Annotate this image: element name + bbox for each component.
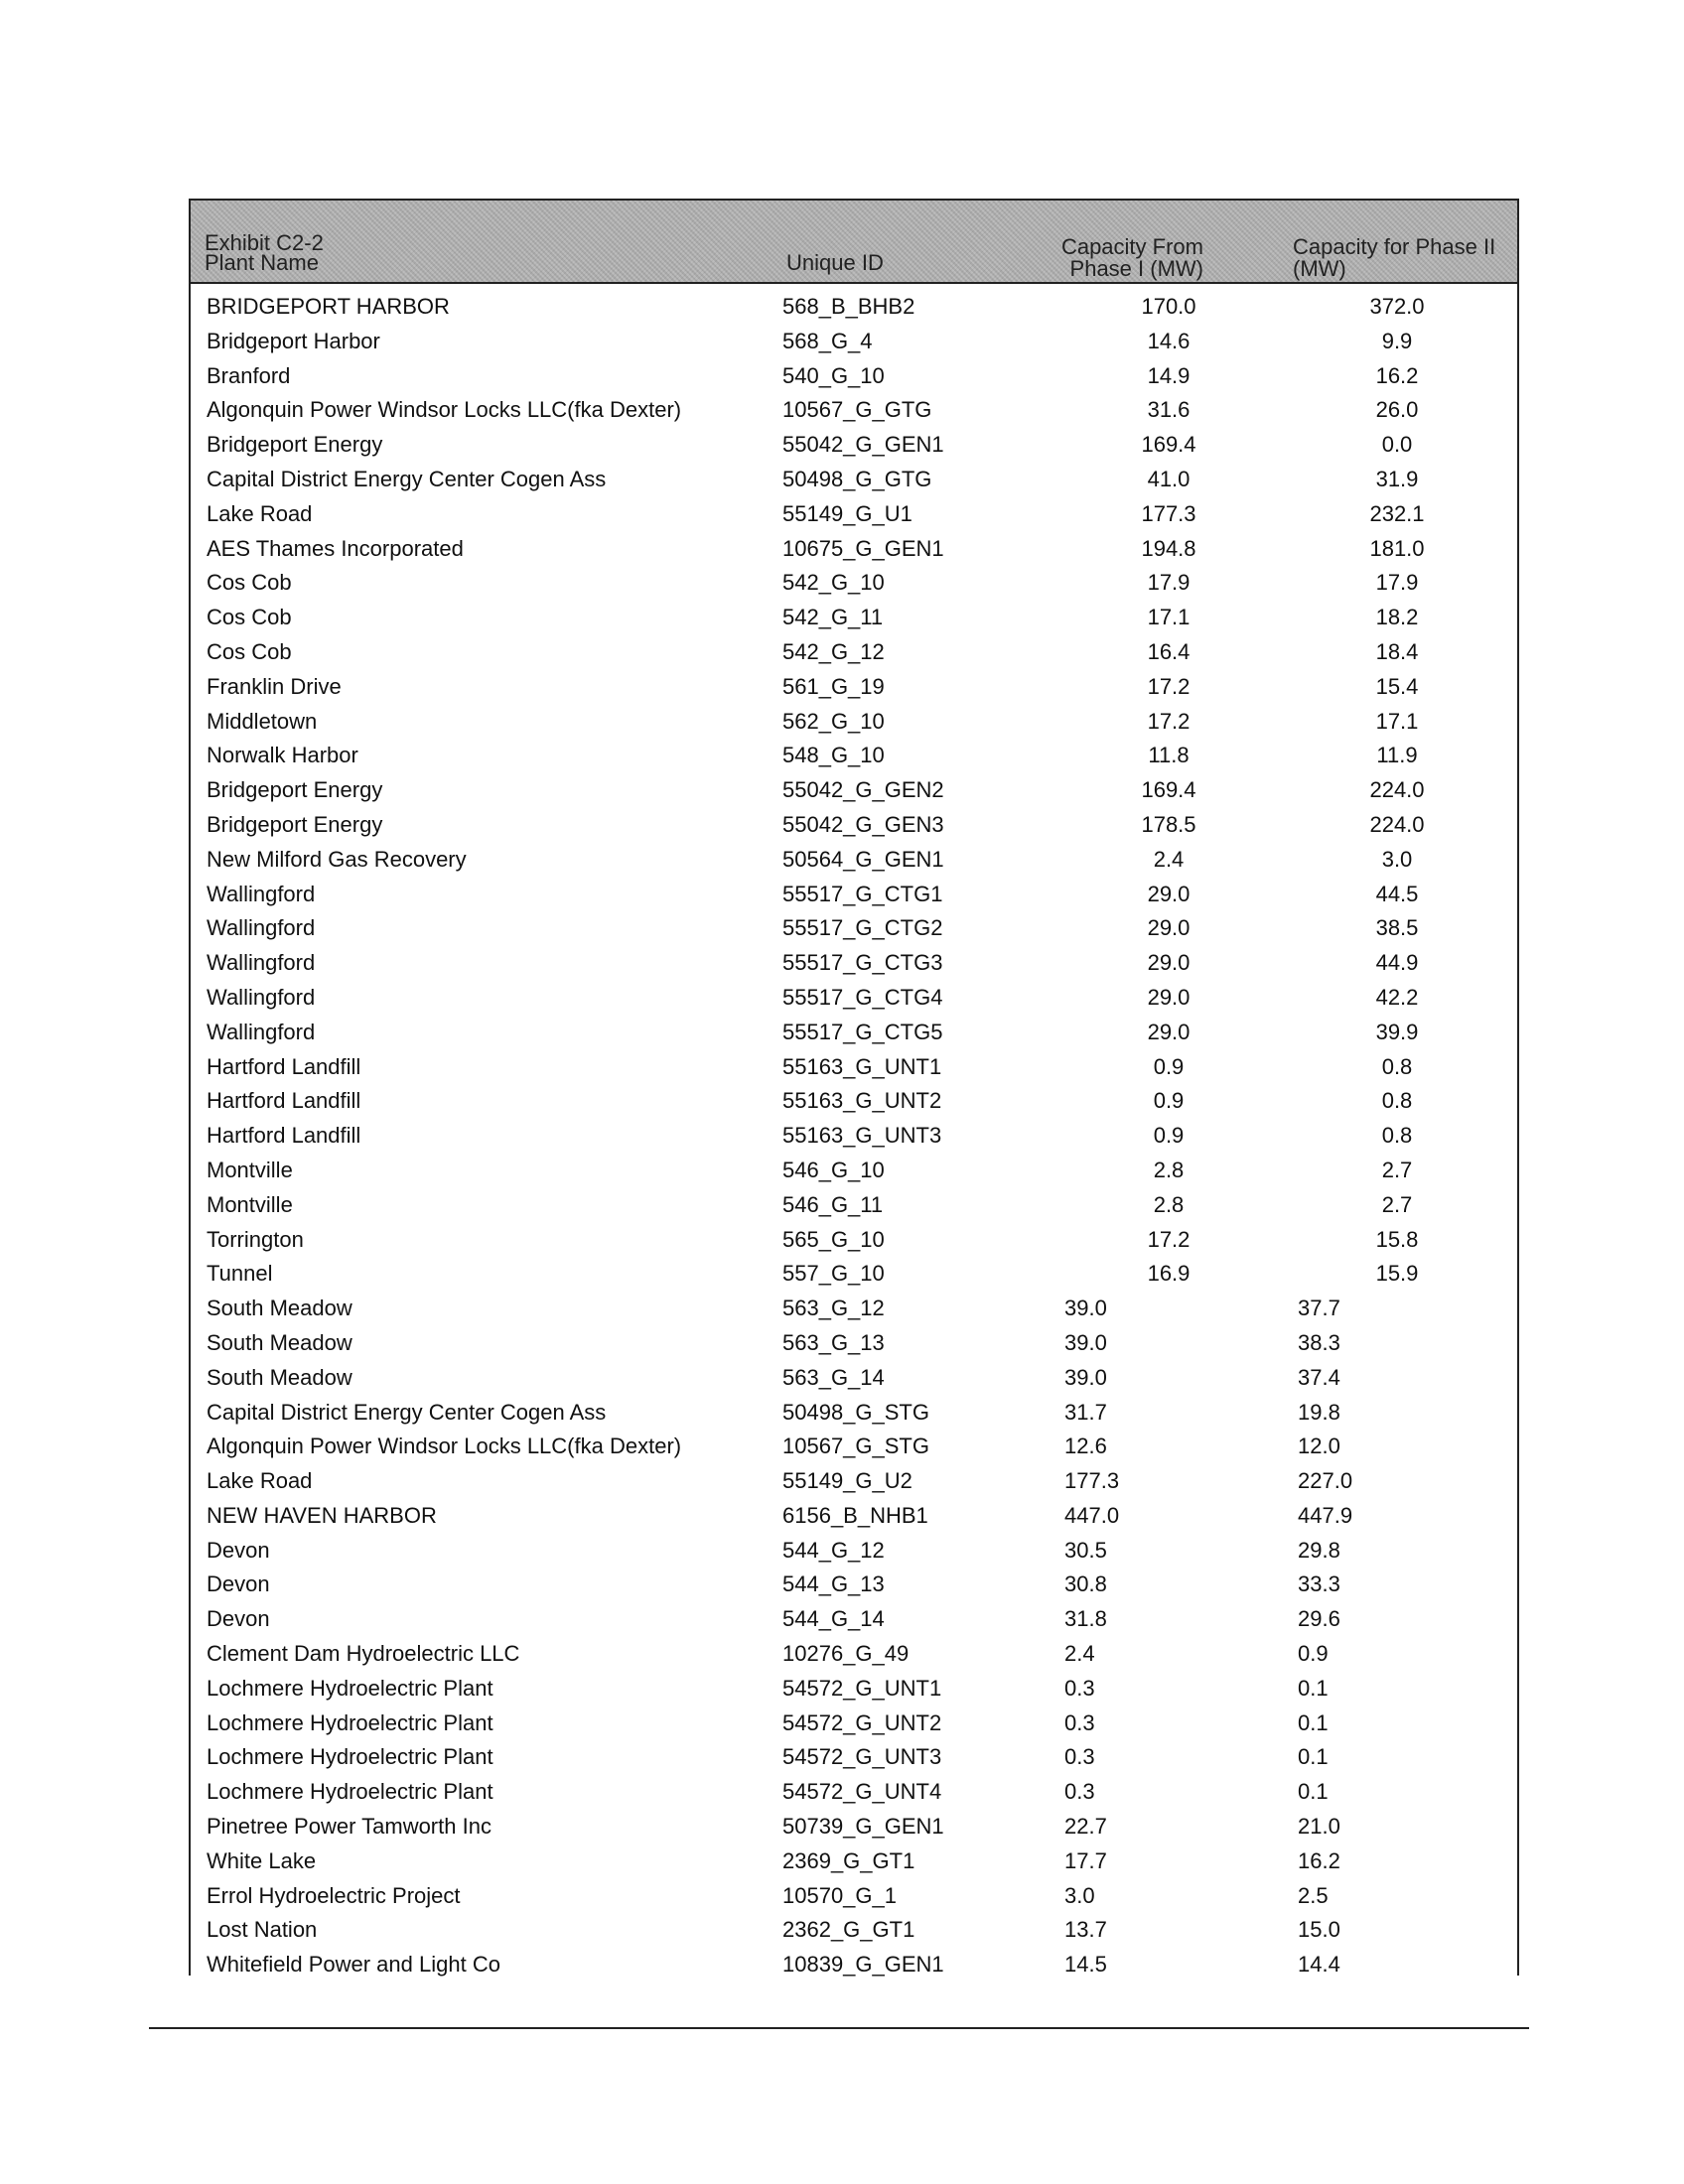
capacity-phase1-cell: 30.8	[1064, 1571, 1107, 1597]
unique-id-cell: 563_G_13	[782, 1329, 885, 1355]
capacity-phase2-cell: 447.9	[1298, 1502, 1353, 1528]
capacity-phase1-cell: 29.0	[1147, 1019, 1191, 1044]
unique-id-cell: 562_G_10	[782, 708, 885, 734]
table-row	[191, 1154, 1517, 1188]
capacity-phase2-cell: 31.9	[1375, 466, 1419, 491]
unique-id-cell: 50498_G_GTG	[782, 466, 932, 491]
unique-id-cell: 54572_G_UNT2	[782, 1709, 942, 1735]
plant-name-cell: Cos Cob	[207, 570, 292, 596]
capacity-phase1-cell: 178.5	[1141, 811, 1196, 837]
plant-name-cell: Capital District Energy Center Cogen Ass	[207, 1399, 607, 1425]
capacity-phase2-cell: 15.9	[1375, 1261, 1419, 1287]
capacity-phase2-cell: 38.3	[1298, 1329, 1340, 1355]
table-row	[191, 1948, 1517, 1982]
plant-name-cell: Lochmere Hydroelectric Plant	[207, 1675, 493, 1701]
capacity-phase2-cell: 2.5	[1298, 1882, 1329, 1908]
table-row	[191, 843, 1517, 878]
capacity-phase2-cell: 0.9	[1298, 1641, 1329, 1667]
capacity-phase2-cell: 14.4	[1298, 1952, 1340, 1978]
unique-id-cell: 54572_G_UNT4	[782, 1779, 942, 1805]
table-row	[191, 773, 1517, 808]
plant-name-cell: Bridgeport Harbor	[207, 328, 380, 353]
table-row	[191, 1775, 1517, 1810]
capacity-phase2-cell: 44.9	[1375, 950, 1419, 976]
unique-id-cell: 55517_G_CTG4	[782, 984, 943, 1010]
unique-id-cell: 542_G_12	[782, 638, 885, 664]
table-row	[191, 1602, 1517, 1637]
capacity-phase2-cell: 17.1	[1375, 708, 1419, 734]
plant-name-cell: Pinetree Power Tamworth Inc	[207, 1814, 491, 1840]
capacity-phase1-cell: 30.5	[1064, 1537, 1107, 1563]
capacity-phase2-cell: 18.2	[1375, 605, 1419, 630]
capacity-phase1-cell: 0.3	[1064, 1675, 1095, 1701]
capacity-phase2-cell: 17.9	[1375, 570, 1419, 596]
plant-name-cell: Bridgeport Energy	[207, 811, 383, 837]
capacity-phase1-cell: 41.0	[1147, 466, 1191, 491]
unique-id-cell: 6156_B_NHB1	[782, 1502, 928, 1528]
plant-name-cell: New Milford Gas Recovery	[207, 846, 467, 872]
unique-id-cell: 55163_G_UNT1	[782, 1053, 942, 1079]
capacity-phase2-cell: 16.2	[1298, 1847, 1340, 1873]
table-row	[191, 1292, 1517, 1326]
table-row	[191, 1257, 1517, 1292]
plant-name-cell: South Meadow	[207, 1296, 352, 1321]
table-body	[191, 290, 1517, 1982]
unique-id-cell: 10567_G_GTG	[782, 397, 932, 423]
capacity-phase1-cell: 0.3	[1064, 1709, 1095, 1735]
capacity-phase1-cell: 0.9	[1153, 1088, 1185, 1114]
unique-id-cell: 542_G_10	[782, 570, 885, 596]
capacity-phase1-cell: 17.1	[1147, 605, 1191, 630]
plant-name-cell: Middletown	[207, 708, 318, 734]
capacity-phase2-cell: 3.0	[1381, 846, 1413, 872]
plant-name-cell: Wallingford	[207, 915, 316, 941]
table-row	[191, 428, 1517, 463]
capacity-phase2-cell: 26.0	[1375, 397, 1419, 423]
table-row	[191, 1568, 1517, 1602]
capacity-phase2-cell: 15.0	[1298, 1917, 1340, 1943]
plant-name-cell: Errol Hydroelectric Project	[207, 1882, 461, 1908]
plant-name-cell: AES Thames Incorporated	[207, 535, 464, 561]
table-row	[191, 1740, 1517, 1775]
capacity-phase2-cell: 181.0	[1369, 535, 1425, 561]
table-row	[191, 497, 1517, 532]
unique-id-cell: 55042_G_GEN2	[782, 777, 944, 803]
table-row	[191, 1430, 1517, 1464]
capacity-phase2-cell: 2.7	[1381, 1191, 1413, 1217]
capacity-phase1-cell: 31.7	[1064, 1399, 1107, 1425]
plant-name-cell: Lochmere Hydroelectric Plant	[207, 1779, 493, 1805]
plant-name-cell: Bridgeport Energy	[207, 777, 383, 803]
capacity-phase1-cell: 12.6	[1064, 1433, 1107, 1459]
capacity-phase1-cell: 13.7	[1064, 1917, 1107, 1943]
capacity-table	[189, 199, 1519, 1976]
plant-name-cell: Hartford Landfill	[207, 1053, 361, 1079]
unique-id-cell: 568_B_BHB2	[782, 294, 915, 319]
capacity-phase1-cell: 170.0	[1141, 294, 1196, 319]
exhibit-title: Exhibit C2-2	[205, 230, 324, 255]
capacity-phase1-cell: 31.8	[1064, 1606, 1107, 1632]
table-row	[191, 635, 1517, 670]
capacity-phase2-cell: 29.8	[1298, 1537, 1340, 1563]
plant-name-cell: Branford	[207, 362, 291, 388]
footer-divider	[149, 2027, 1529, 2029]
capacity-phase1-cell: 0.9	[1153, 1053, 1185, 1079]
table-row	[191, 463, 1517, 497]
plant-name-cell: White Lake	[207, 1847, 317, 1873]
table-row	[191, 1188, 1517, 1223]
plant-name-cell: Clement Dam Hydroelectric LLC	[207, 1641, 520, 1667]
capacity-phase2-cell: 0.1	[1298, 1744, 1329, 1770]
capacity-phase1-cell: 11.8	[1148, 743, 1190, 768]
capacity-phase1-cell: 22.7	[1064, 1814, 1107, 1840]
table-row	[191, 1084, 1517, 1119]
unique-id-cell: 548_G_10	[782, 743, 885, 768]
unique-id-cell: 546_G_10	[782, 1157, 885, 1182]
unique-id-cell: 540_G_10	[782, 362, 885, 388]
table-row	[191, 808, 1517, 843]
table-row	[191, 1706, 1517, 1741]
table-row	[191, 1499, 1517, 1534]
unique-id-cell: 55042_G_GEN1	[782, 432, 944, 458]
capacity-phase1-cell: 39.0	[1064, 1329, 1107, 1355]
table-row	[191, 1637, 1517, 1672]
plant-name-cell: Lake Road	[207, 1468, 313, 1494]
unique-id-cell: 2369_G_GT1	[782, 1847, 915, 1873]
table-row	[191, 1119, 1517, 1154]
unique-id-cell: 544_G_13	[782, 1571, 885, 1597]
plant-name-cell: BRIDGEPORT HARBOR	[207, 294, 450, 319]
table-row	[191, 1810, 1517, 1844]
plant-name-cell: Devon	[207, 1537, 270, 1563]
capacity-phase1-cell: 29.0	[1147, 984, 1191, 1010]
capacity-phase1-cell: 16.9	[1147, 1261, 1191, 1287]
capacity-phase2-cell: 15.4	[1375, 673, 1419, 699]
capacity-phase1-cell: 0.3	[1064, 1779, 1095, 1805]
plant-name-cell: NEW HAVEN HARBOR	[207, 1502, 437, 1528]
unique-id-cell: 54572_G_UNT3	[782, 1744, 942, 1770]
capacity-phase1-cell: 0.9	[1153, 1123, 1185, 1149]
capacity-phase1-cell: 169.4	[1141, 777, 1196, 803]
table-row	[191, 1913, 1517, 1948]
capacity-phase2-cell: 232.1	[1369, 500, 1425, 526]
capacity-phase1-cell: 29.0	[1147, 881, 1191, 906]
unique-id-cell: 55163_G_UNT2	[782, 1088, 942, 1114]
capacity-phase1-cell: 31.6	[1147, 397, 1191, 423]
plant-name-cell: Lost Nation	[207, 1917, 318, 1943]
table-row	[191, 1844, 1517, 1879]
unique-id-cell: 546_G_11	[782, 1191, 884, 1217]
unique-id-cell: 2362_G_GT1	[782, 1917, 915, 1943]
capacity-phase1-cell: 39.0	[1064, 1296, 1107, 1321]
capacity-phase2-cell: 0.1	[1298, 1709, 1329, 1735]
capacity-phase1-cell: 17.9	[1147, 570, 1191, 596]
table-row	[191, 705, 1517, 740]
plant-name-cell: Tunnel	[207, 1261, 273, 1287]
plant-name-cell: Montville	[207, 1191, 293, 1217]
table-row	[191, 325, 1517, 359]
unique-id-cell: 55517_G_CTG2	[782, 915, 943, 941]
table-row	[191, 1361, 1517, 1396]
unique-id-cell: 542_G_11	[782, 605, 884, 630]
capacity-phase2-cell: 33.3	[1298, 1571, 1340, 1597]
capacity-phase2-cell: 16.2	[1375, 362, 1419, 388]
capacity-phase2-cell: 19.8	[1298, 1399, 1340, 1425]
table-row	[191, 1396, 1517, 1431]
table-row	[191, 1016, 1517, 1050]
plant-name-cell: Norwalk Harbor	[207, 743, 358, 768]
table-row	[191, 878, 1517, 912]
capacity-phase1-cell: 2.4	[1064, 1641, 1095, 1667]
plant-name-cell: South Meadow	[207, 1329, 352, 1355]
capacity-phase2-cell: 0.8	[1381, 1053, 1413, 1079]
capacity-phase1-cell: 17.2	[1147, 673, 1191, 699]
capacity-phase2-cell: 37.4	[1298, 1364, 1340, 1390]
plant-name-cell: Algonquin Power Windsor Locks LLC(fka Dexter)	[207, 1433, 682, 1459]
unique-id-cell: 10675_G_GEN1	[782, 535, 944, 561]
plant-name-cell: Cos Cob	[207, 605, 292, 630]
plant-name-cell: Wallingford	[207, 984, 316, 1010]
plant-name-cell: Montville	[207, 1157, 293, 1182]
capacity-phase1-cell: 14.9	[1147, 362, 1191, 388]
capacity-phase2-cell: 42.2	[1375, 984, 1419, 1010]
unique-id-cell: 10839_G_GEN1	[782, 1952, 944, 1978]
capacity-phase1-cell: 2.8	[1153, 1157, 1185, 1182]
plant-name-cell: Wallingford	[207, 1019, 316, 1044]
capacity-phase1-cell: 0.3	[1064, 1744, 1095, 1770]
plant-name-cell: Bridgeport Energy	[207, 432, 383, 458]
table-row	[191, 601, 1517, 635]
table-row	[191, 1223, 1517, 1258]
unique-id-cell: 55042_G_GEN3	[782, 811, 944, 837]
capacity-phase2-cell: 224.0	[1369, 811, 1425, 837]
plant-name-cell: Capital District Energy Center Cogen Ass	[207, 466, 607, 491]
capacity-phase2-cell: 18.4	[1375, 638, 1419, 664]
capacity-phase2-cell: 0.1	[1298, 1675, 1329, 1701]
plant-name-cell: Lochmere Hydroelectric Plant	[207, 1709, 493, 1735]
unique-id-cell: 563_G_14	[782, 1364, 885, 1390]
table-row	[191, 946, 1517, 981]
capacity-phase2-cell: 0.8	[1381, 1123, 1413, 1149]
capacity-phase1-cell: 169.4	[1141, 432, 1196, 458]
capacity-phase1-cell: 3.0	[1064, 1882, 1095, 1908]
unique-id-cell: 55149_G_U1	[782, 500, 912, 526]
table-row	[191, 359, 1517, 394]
table-row	[191, 670, 1517, 705]
table-row	[191, 1050, 1517, 1085]
capacity-phase2-cell: 0.8	[1381, 1088, 1413, 1114]
table-row	[191, 911, 1517, 946]
column-header-plant-name: Plant Name	[205, 250, 319, 275]
capacity-phase1-cell: 17.2	[1147, 708, 1191, 734]
capacity-phase2-cell: 372.0	[1369, 294, 1425, 319]
capacity-phase2-cell: 12.0	[1298, 1433, 1340, 1459]
plant-name-cell: Wallingford	[207, 881, 316, 906]
capacity-phase1-cell: 16.4	[1147, 638, 1191, 664]
unique-id-cell: 55149_G_U2	[782, 1468, 912, 1494]
column-header-capacity-phase1: Capacity From Phase I (MW)	[1060, 234, 1203, 281]
capacity-phase1-cell: 39.0	[1064, 1364, 1107, 1390]
capacity-phase1-cell: 14.5	[1064, 1952, 1107, 1978]
capacity-phase1-cell: 194.8	[1141, 535, 1196, 561]
capacity-phase2-cell: 15.8	[1375, 1226, 1419, 1252]
plant-name-cell: Devon	[207, 1571, 270, 1597]
capacity-phase1-cell: 2.8	[1153, 1191, 1185, 1217]
capacity-phase2-cell: 224.0	[1369, 777, 1425, 803]
table-row	[191, 1879, 1517, 1914]
unique-id-cell: 55517_G_CTG3	[782, 950, 943, 976]
capacity-phase1-cell: 2.4	[1153, 846, 1185, 872]
table-row	[191, 1672, 1517, 1706]
table-row	[191, 1534, 1517, 1569]
table-row	[191, 1326, 1517, 1361]
capacity-phase1-cell: 17.7	[1064, 1847, 1107, 1873]
plant-name-cell: Algonquin Power Windsor Locks LLC(fka Dexter)	[207, 397, 682, 423]
table-row	[191, 739, 1517, 773]
capacity-phase2-cell: 227.0	[1298, 1468, 1353, 1494]
unique-id-cell: 50498_G_STG	[782, 1399, 929, 1425]
plant-name-cell: Cos Cob	[207, 638, 292, 664]
unique-id-cell: 50739_G_GEN1	[782, 1814, 944, 1840]
capacity-phase1-cell: 29.0	[1147, 915, 1191, 941]
plant-name-cell: South Meadow	[207, 1364, 352, 1390]
capacity-phase2-cell: 11.9	[1376, 743, 1418, 768]
capacity-phase2-cell: 2.7	[1381, 1157, 1413, 1182]
capacity-phase2-cell: 39.9	[1375, 1019, 1419, 1044]
capacity-phase2-cell: 37.7	[1298, 1296, 1340, 1321]
table-row	[191, 290, 1517, 325]
plant-name-cell: Franklin Drive	[207, 673, 342, 699]
capacity-phase1-cell: 29.0	[1147, 950, 1191, 976]
plant-name-cell: Lake Road	[207, 500, 313, 526]
unique-id-cell: 10567_G_STG	[782, 1433, 929, 1459]
capacity-phase1-cell: 177.3	[1141, 500, 1196, 526]
unique-id-cell: 563_G_12	[782, 1296, 885, 1321]
capacity-phase2-cell: 21.0	[1298, 1814, 1340, 1840]
capacity-phase2-cell: 0.1	[1298, 1779, 1329, 1805]
table-header	[191, 201, 1517, 284]
capacity-phase2-cell: 44.5	[1375, 881, 1419, 906]
table-row	[191, 532, 1517, 567]
capacity-phase2-cell: 29.6	[1298, 1606, 1340, 1632]
plant-name-cell: Torrington	[207, 1226, 304, 1252]
column-header-capacity-phase2: Capacity for Phase II (MW)	[1293, 234, 1496, 281]
capacity-phase2-cell: 0.0	[1381, 432, 1413, 458]
unique-id-cell: 565_G_10	[782, 1226, 885, 1252]
plant-name-cell: Whitefield Power and Light Co	[207, 1952, 500, 1978]
table-row	[191, 566, 1517, 601]
plant-name-cell: Devon	[207, 1606, 270, 1632]
plant-name-cell: Hartford Landfill	[207, 1123, 361, 1149]
capacity-phase2-cell: 9.9	[1381, 328, 1413, 353]
unique-id-cell: 544_G_12	[782, 1537, 885, 1563]
unique-id-cell: 55517_G_CTG1	[782, 881, 943, 906]
unique-id-cell: 568_G_4	[782, 328, 873, 353]
unique-id-cell: 55163_G_UNT3	[782, 1123, 942, 1149]
plant-name-cell: Wallingford	[207, 950, 316, 976]
unique-id-cell: 557_G_10	[782, 1261, 885, 1287]
plant-name-cell: Lochmere Hydroelectric Plant	[207, 1744, 493, 1770]
table-row	[191, 1464, 1517, 1499]
capacity-phase1-cell: 177.3	[1064, 1468, 1120, 1494]
unique-id-cell: 10570_G_1	[782, 1882, 897, 1908]
plant-name-cell: Hartford Landfill	[207, 1088, 361, 1114]
capacity-phase1-cell: 447.0	[1064, 1502, 1120, 1528]
unique-id-cell: 544_G_14	[782, 1606, 885, 1632]
column-header-unique-id: Unique ID	[786, 250, 884, 275]
capacity-phase1-cell: 14.6	[1147, 328, 1191, 353]
table-row	[191, 981, 1517, 1016]
capacity-phase2-cell: 38.5	[1375, 915, 1419, 941]
unique-id-cell: 561_G_19	[782, 673, 885, 699]
table-row	[191, 393, 1517, 428]
unique-id-cell: 50564_G_GEN1	[782, 846, 944, 872]
unique-id-cell: 54572_G_UNT1	[782, 1675, 942, 1701]
unique-id-cell: 10276_G_49	[782, 1641, 910, 1667]
unique-id-cell: 55517_G_CTG5	[782, 1019, 943, 1044]
capacity-phase1-cell: 17.2	[1147, 1226, 1191, 1252]
